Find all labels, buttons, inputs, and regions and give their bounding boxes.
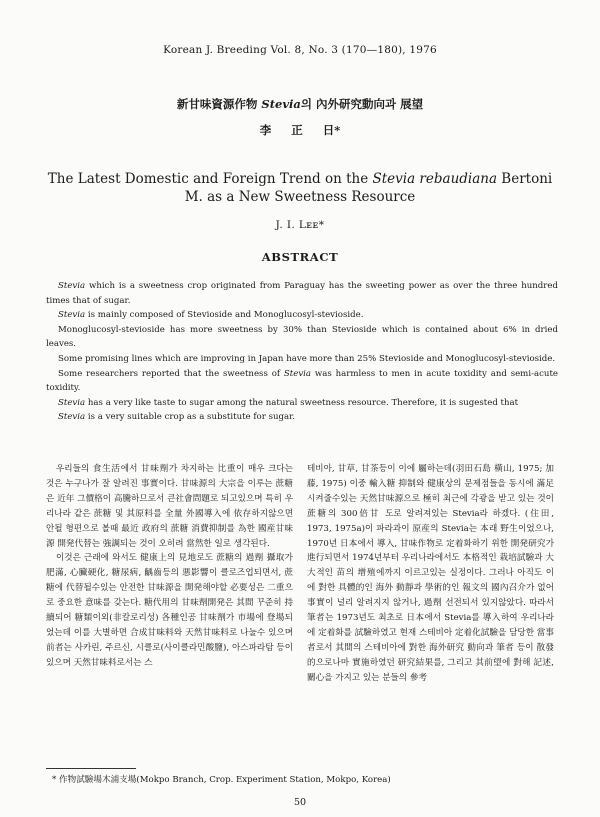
abstract-paragraph	[46, 323, 558, 352]
abstract-paragraph	[46, 410, 558, 425]
abstract-italic: Stevia	[283, 368, 312, 379]
korean-title-italic: Stevia	[261, 97, 301, 111]
footnote: * 作物試驗場木浦支場(Mokpo Branch, Crop. Experiment Station, Mokpo, Korea)	[52, 775, 391, 785]
english-author: J. I. Lᴇᴇ*	[275, 219, 325, 231]
english-title	[30, 170, 570, 206]
abstract-italic: Stevia	[58, 281, 86, 291]
body-paragraph: 우리들의 食生活에서 甘味劑가 차지하는 比重이 매우 크다는 것은 누구나가 잘 알려진 事實이다. 甘味源의 大宗을 이루는 蔗糖은 近年 그價格이 高騰하므로서 큰社會問題로 되고있으며 특히 우리나라 같은 蔗糖 및 其原料를 全量 外國導入에 依存하지않으면 안될 형편으로 볼때 最近 政府의 蔗糖 消費抑制를 為한 國産甘味源 開発代替는 強調되는 것이 오히려 當然한 일로 생각된다.	[46, 464, 293, 549]
footnote-divider	[46, 768, 136, 769]
english-title-part1: The Latest Domestic and Foreign Trend on the	[47, 171, 373, 187]
abstract-text: is mainly composed of Stevioside and Monoglucosyl-stevioside.	[85, 310, 364, 321]
abstract-text: which is a sweetness crop originated from Paraguay has the sweeting power as over the three hundred times that of sugar.	[46, 281, 558, 306]
body-paragraph: 테비아, 甘草, 甘茶등이 이에 屬하는데(羽田石島 橫山, 1975; 加藤, 1975) 이중 輸入糖 抑制와 健康상의 문제점들을 동시에 滿足시켜줄수있는 天然甘味源으로 極히 최근에 각광을 받고 있는 것이 蔗糖의 300倍甘 도로 알려져있는 Stevia라 하겠다. (住田, 1973, 1975a)이 파라과이 原産의 Stevia는 本래 野生이었으나, 1970년 日本에서 導入, 甘味作物로 定着화하기 위한 開発研究가 進行되면서 1974년부터 우리나라에서도 本格적인 栽培試驗과 大大적인 苗의 增殖에까지 이르고있는 실정이다. 그러나 아직도 이에 對한 具體的인 海外 動靜과 學術的인 報文의 國內召介가 없어 事實이 널리 알려지지 않거나, 過劑 선전되서 있지않았다. 따라서 筆者는 1973년도 최초로 日本에서 Stevia를 導入하여 우리나라에 定着화를 試驗하였고 현재 스테비아 定着化試驗을 담당한 當事者로서 其間의 스테비아에 對한 海外研究 動向과 筆者 등이 散發的으로나마 實施하였던 研究結果를, 그리고 其前望에 對해 記述, 關心을 가지고 있는 분들의 參考	[307, 464, 554, 683]
abstract-paragraph	[46, 396, 558, 411]
abstract-paragraph	[46, 352, 558, 367]
abstract-text: Some promising lines which are improving in Japan have more than 25% Stevioside and Monoglucosyl-stevioside.	[58, 353, 556, 364]
journal-header: Korean J. Breeding Vol. 8, No. 3 (170—180), 1976	[163, 44, 437, 56]
abstract-body	[46, 279, 558, 425]
korean-author: 李 正 日*	[259, 123, 341, 137]
english-title-part2: Bertoni	[497, 171, 553, 187]
abstract-text: is a very suitable crop as a substitute for sugar.	[85, 412, 296, 423]
body-paragraph: 이것은 근래에 와서도 健康上의 見地로도 蔗糖의 過劑 攝取가 肥滿, 心臟硬化, 糖尿病, 齲齒등의 悪影響이 클로즈업되면서, 蔗糖에 代替될수있는 안전한 甘味源을 開発해야할 必要성은 二重으로 중요한 意味를 갖는다. 糖代用의 甘味劑開発은 其間 꾸준히 持續되어 糖類이외(非칼로리성) 各種인공 甘味劑가 市場에 登場되었는데 이를 大별하면 合成甘味料와 天然甘味料로 나눌수 있으며 前者는 사카린, 주르신, 시클로(사이클라민酸鹽), 아스파라탐 등이있으며 天然甘味料로서는 스	[46, 553, 293, 668]
page-number: 50	[293, 797, 307, 808]
korean-title-part1: 新甘味資源作物	[176, 97, 262, 111]
korean-title-part2: 의 內外研究動向과 展望	[300, 97, 424, 111]
abstract-italic: Stevia	[58, 397, 86, 408]
english-title-italic: Stevia rebaudiana	[372, 171, 498, 187]
abstract-text: was harmless to men in acute toxidity and semi-acute toxidity.	[46, 368, 558, 394]
body-column-left	[46, 462, 293, 671]
abstract-text: Some researchers reported that the sweetness of	[58, 368, 284, 379]
abstract-italic: Stevia	[58, 310, 86, 321]
abstract-paragraph	[46, 279, 558, 308]
abstract-italic: Stevia	[58, 412, 86, 423]
abstract-text: Monoglucosyl-stevioside has more sweetness by 30% than Stevioside which is contained about 6% in dried leaves.	[46, 324, 558, 350]
body-column-right	[307, 462, 554, 686]
abstract-paragraph	[46, 367, 558, 396]
korean-title	[0, 96, 600, 112]
abstract-text: has a very like taste to sugar among the natural sweetness resource. Therefore, it is sugested that	[85, 397, 519, 408]
abstract-heading: ABSTRACT	[261, 250, 339, 264]
english-title-line2: M. as a New Sweetness Resource	[184, 189, 416, 205]
abstract-paragraph	[46, 308, 558, 323]
